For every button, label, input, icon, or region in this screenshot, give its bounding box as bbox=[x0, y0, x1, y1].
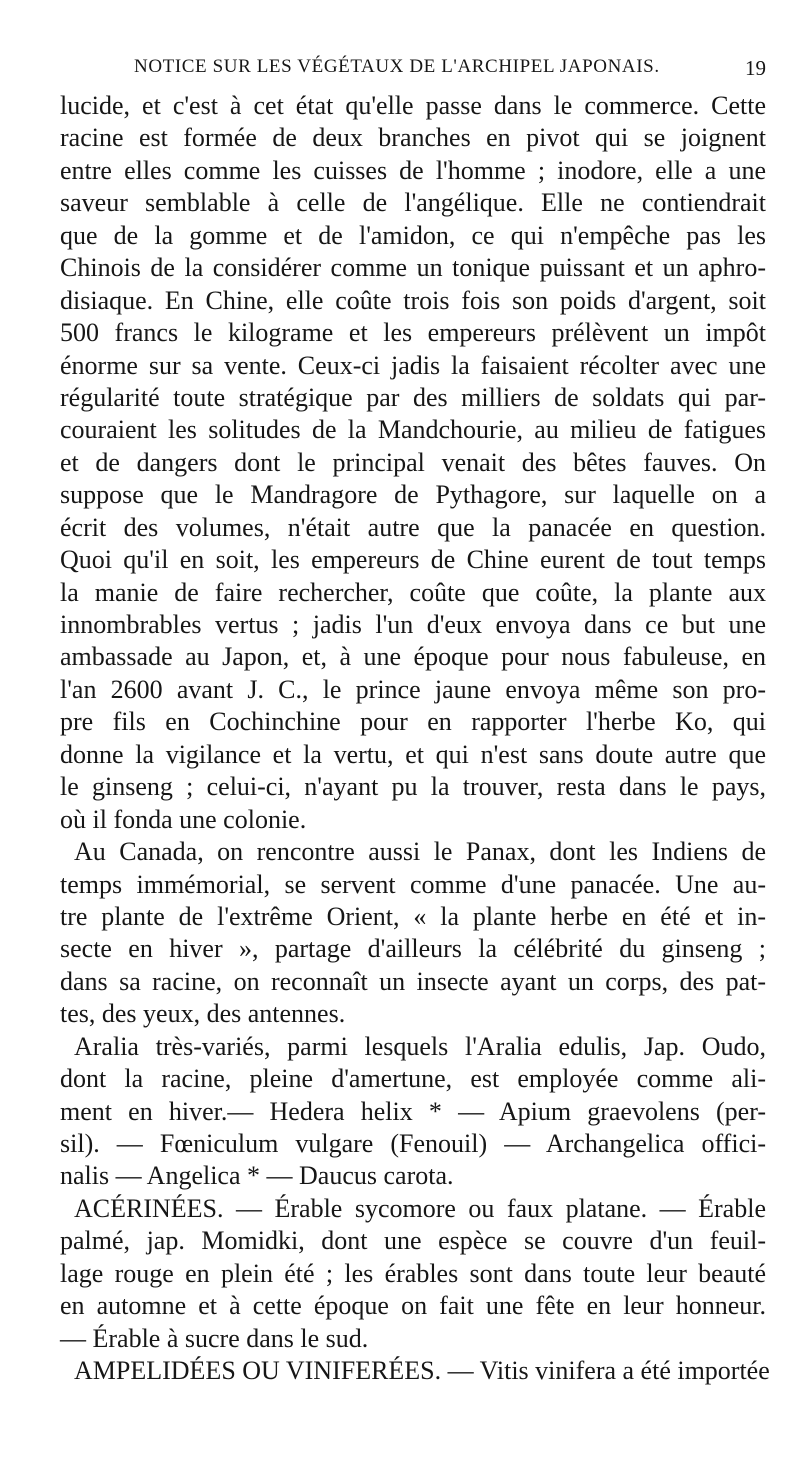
text-line: 500 francs le kilograme et les empereurs prélèvent un impôt bbox=[60, 318, 766, 348]
text-line: ACÉRINÉES. — Érable sycomore ou faux platane. — Érable bbox=[74, 1193, 766, 1223]
text-line: que de la gomme et de l'amidon, ce qui n'empêche pas les bbox=[60, 220, 766, 250]
text-line: la manie de faire rechercher, coûte que coûte, la plante aux bbox=[60, 577, 766, 607]
running-title: NOTICE SUR LES VÉGÉTAUX DE L'ARCHIPEL JAPONAIS. bbox=[134, 56, 660, 77]
text-line: donne la vigilance et la vertu, et qui n'est sans doute autre que bbox=[60, 739, 766, 769]
text-line: le ginseng ; celui-ci, n'ayant pu la trouver, resta dans le pays, bbox=[60, 772, 766, 802]
text-line: tre plante de l'extrême Orient, « la plante herbe en été et in- bbox=[60, 901, 766, 931]
text-line: nalis — Angelica * — Daucus carota. bbox=[60, 1161, 454, 1191]
text-line: entre elles comme les cuisses de l'homme ; inodore, elle a une bbox=[60, 155, 766, 185]
text-line: dont la racine, pleine d'amertune, est employée comme ali- bbox=[60, 1064, 766, 1094]
text-line: temps immémorial, se servent comme d'une panacée. Une au- bbox=[60, 869, 766, 899]
paragraph bbox=[60, 90, 766, 836]
text-line: tes, des yeux, des antennes. bbox=[60, 999, 346, 1029]
text-line: Chinois de la considérer comme un tonique puissant et un aphro- bbox=[60, 253, 766, 283]
paragraph bbox=[60, 1193, 766, 1355]
text-line: innombrables vertus ; jadis l'un d'eux envoya dans ce but une bbox=[60, 610, 766, 639]
text-line: sil). — Fœniculum vulgare (Fenouil) — Archangelica offici- bbox=[60, 1129, 766, 1158]
text-line: racine est formée de deux branches en pivot qui se joignent bbox=[60, 123, 766, 153]
text-line: saveur semblable à celle de l'angélique. Elle ne contiendrait bbox=[60, 188, 766, 218]
paragraph bbox=[60, 1355, 770, 1387]
text-line: lage rouge en plein été ; les érables sont dans toute leur beauté bbox=[60, 1258, 766, 1288]
body-text bbox=[60, 90, 770, 1388]
text-line: suppose que le Mandragore de Pythagore, sur laquelle on a bbox=[60, 480, 766, 510]
text-line: lucide, et c'est à cet état qu'elle passe dans le commerce. Cette bbox=[60, 91, 766, 120]
text-line: Au Canada, on rencontre aussi le Panax, dont les Indiens de bbox=[74, 837, 766, 867]
text-line: énorme sur sa vente. Ceux-ci jadis la faisaient récolter avec une bbox=[60, 350, 766, 380]
text-line: l'an 2600 avant J. C., le prince jaune envoya même son pro- bbox=[60, 674, 766, 704]
text-line: et de dangers dont le principal venait des bêtes fauves. On bbox=[60, 447, 766, 477]
text-line: secte en hiver », partage d'ailleurs la célébrité du ginseng ; bbox=[60, 934, 766, 964]
paragraph bbox=[60, 836, 766, 1031]
text-line: couraient les solitudes de la Mandchourie, au milieu de fatigues bbox=[60, 415, 766, 445]
text-line: pre fils en Cochinchine pour en rapporter l'herbe Ko, qui bbox=[60, 707, 766, 737]
text-line: Aralia très-variés, parmi lesquels l'Aralia edulis, Jap. Oudo, bbox=[74, 1031, 766, 1061]
text-line: dans sa racine, on reconnaît un insecte ayant un corps, des pat- bbox=[60, 966, 766, 996]
page-header bbox=[60, 56, 766, 86]
paragraph bbox=[60, 1031, 766, 1193]
text-line: écrit des volumes, n'était autre que la panacée en question. bbox=[60, 512, 766, 542]
page-number: 19 bbox=[745, 56, 766, 80]
text-line: disiaque. En Chine, elle coûte trois fois son poids d'argent, soit bbox=[60, 285, 766, 315]
text-line: Quoi qu'il en soit, les empereurs de Chine eurent de tout temps bbox=[60, 545, 766, 575]
text-line: où il fonda une colonie. bbox=[60, 804, 307, 834]
text-line: AMPELIDÉES OU VINIFERÉES. — Vitis vinifera a été importée bbox=[74, 1356, 770, 1386]
text-line: ambassade au Japon, et, à une époque pour nous fabuleuse, en bbox=[60, 642, 766, 672]
text-line: palmé, jap. Momidki, dont une espèce se couvre d'un feuil- bbox=[60, 1226, 766, 1256]
text-line: en automne et à cette époque on fait une fête en leur honneur. bbox=[60, 1291, 766, 1321]
text-line: — Érable à sucre dans le sud. bbox=[60, 1323, 369, 1353]
text-line: régularité toute stratégique par des milliers de soldats qui par- bbox=[60, 382, 766, 412]
text-line: ment en hiver.— Hedera helix * — Apium graevolens (per- bbox=[60, 1096, 766, 1126]
